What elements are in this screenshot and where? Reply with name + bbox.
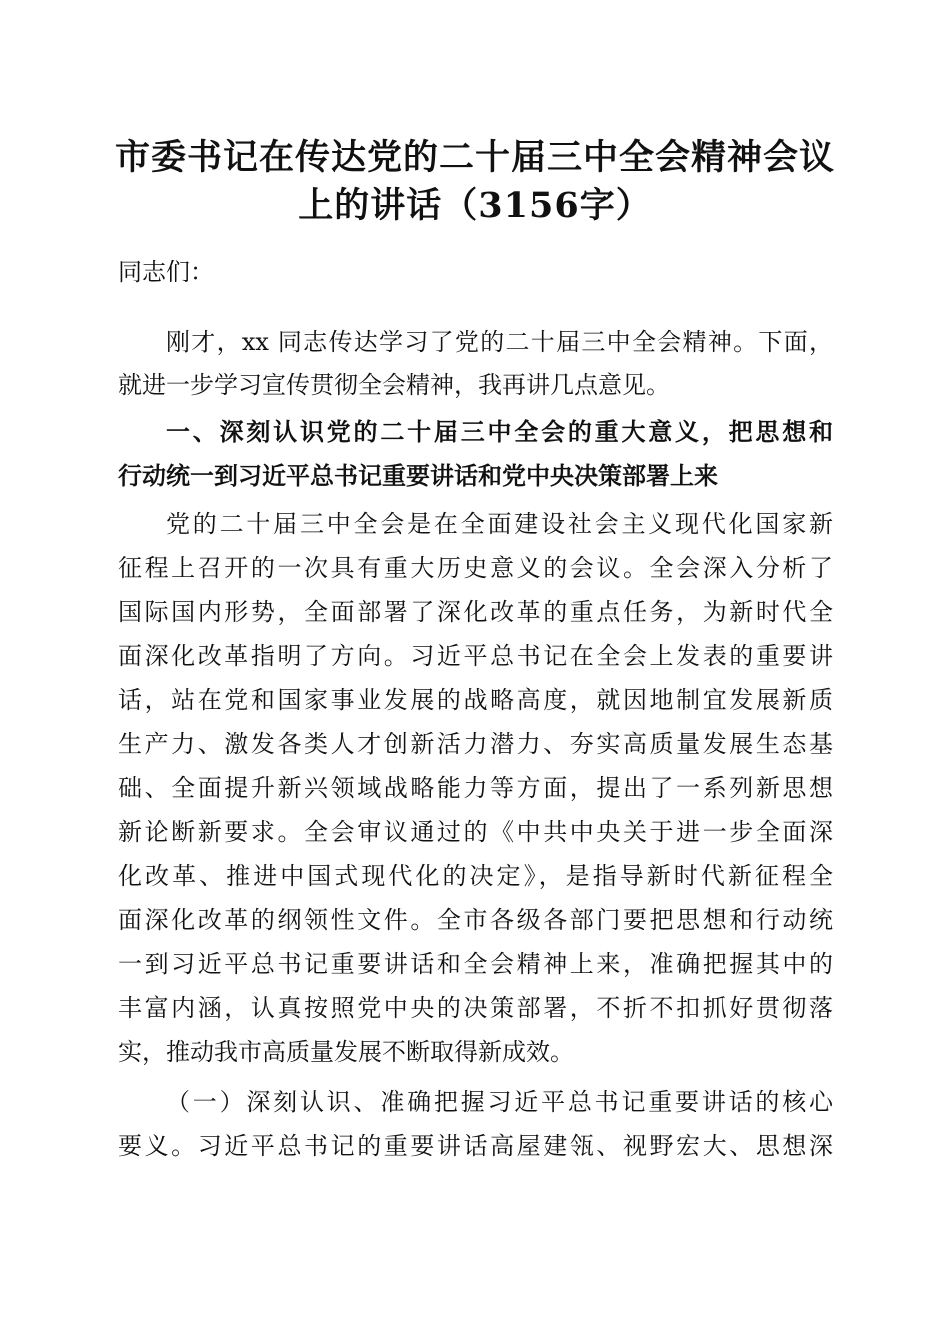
paragraph-2-line: 一到习近平总书记重要讲话和全会精神上来，准确把握其中的 bbox=[118, 950, 833, 978]
paragraph-2-line: 丰富内涵，认真按照党中央的决策部署，不折不扣抓好贯彻落 bbox=[118, 994, 833, 1022]
subsection-1-line: 要义。习近平总书记的重要讲话高屋建瓴、视野宏大、思想深 bbox=[118, 1132, 833, 1160]
subsection-1-line: （一）深刻认识、准确把握习近平总书记重要讲话的核心 bbox=[166, 1088, 833, 1116]
paragraph-1-line: 刚才，xx 同志传达学习了党的二十届三中全会精神。下面， bbox=[166, 328, 833, 356]
section-heading-1-line: 一、深刻认识党的二十届三中全会的重大意义，把思想和 bbox=[166, 418, 833, 446]
salutation: 同志们： bbox=[118, 258, 214, 286]
paragraph-1-line: 就进一步学习宣传贯彻全会精神，我再讲几点意见。 bbox=[118, 371, 670, 399]
paragraph-2-line: 新论断新要求。全会审议通过的《中共中央关于进一步全面深 bbox=[118, 818, 833, 846]
paragraph-2-line: 础、全面提升新兴领域战略能力等方面，提出了一系列新思想 bbox=[118, 774, 833, 802]
paragraph-2-line: 实，推动我市高质量发展不断取得新成效。 bbox=[118, 1038, 574, 1066]
section-heading-1-line: 行动统一到习近平总书记重要讲话和党中央决策部署上来 bbox=[118, 462, 718, 490]
paragraph-2-line: 征程上召开的一次具有重大历史意义的会议。全会深入分析了 bbox=[118, 554, 833, 582]
paragraph-2-line: 话，站在党和国家事业发展的战略高度，就因地制宜发展新质 bbox=[118, 686, 833, 714]
paragraph-2-line: 化改革、推进中国式现代化的决定》，是指导新时代新征程全 bbox=[118, 862, 833, 890]
document-title-line-2: 上的讲话（3156字） bbox=[298, 185, 652, 226]
document-title-line-1: 市委书记在传达党的二十届三中全会精神会议 bbox=[114, 137, 835, 178]
paragraph-2-line: 面深化改革指明了方向。习近平总书记在全会上发表的重要讲 bbox=[118, 642, 833, 670]
paragraph-2-line: 面深化改革的纲领性文件。全市各级各部门要把思想和行动统 bbox=[118, 906, 833, 934]
paragraph-2-line: 党的二十届三中全会是在全面建设社会主义现代化国家新 bbox=[166, 510, 833, 538]
paragraph-2-line: 生产力、激发各类人才创新活力潜力、夯实高质量发展生态基 bbox=[118, 730, 833, 758]
paragraph-2-line: 国际国内形势，全面部署了深化改革的重点任务，为新时代全 bbox=[118, 598, 833, 626]
